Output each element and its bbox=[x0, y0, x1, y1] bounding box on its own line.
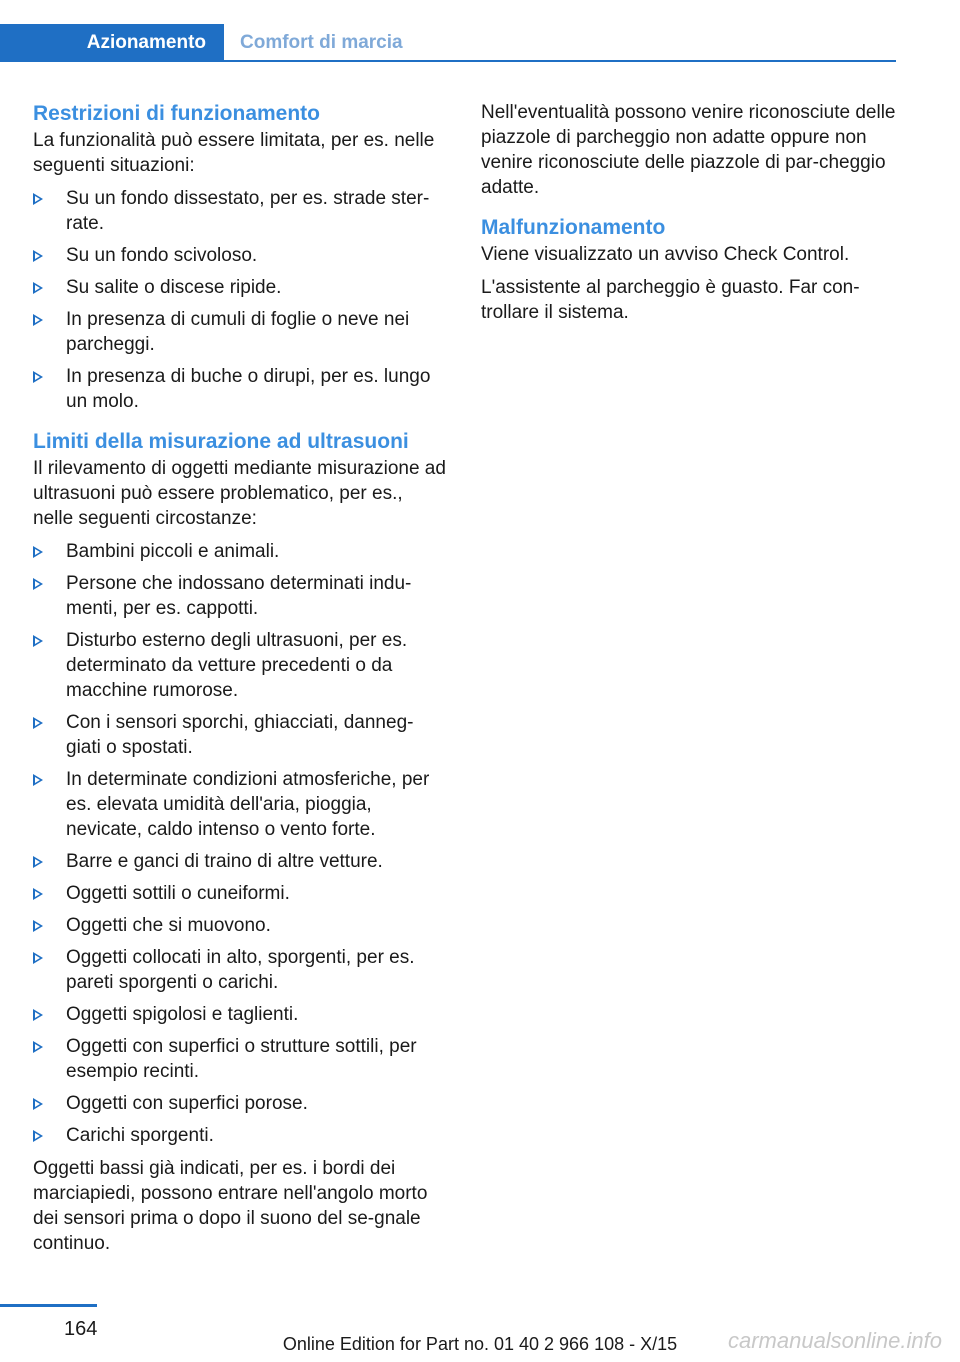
left-column bbox=[33, 100, 448, 1264]
triangle-bullet-icon bbox=[33, 578, 43, 590]
right-column bbox=[481, 100, 896, 333]
triangle-bullet-icon bbox=[33, 920, 43, 932]
section-intro-limiti: Il rilevamento di oggetti mediante misurazione ad ultrasuoni può essere problematico, per es., nelle seguenti circostanze: bbox=[33, 458, 446, 529]
limiti-list bbox=[33, 539, 448, 1148]
list-item: Su un fondo dissestato, per es. strade ster-rate. bbox=[33, 186, 448, 236]
triangle-bullet-icon bbox=[33, 193, 43, 205]
triangle-bullet-icon bbox=[33, 888, 43, 900]
triangle-bullet-icon bbox=[33, 1009, 43, 1021]
list-item: Oggetti sottili o cuneiformi. bbox=[33, 881, 448, 906]
triangle-bullet-icon bbox=[33, 314, 43, 326]
section-outro-limiti: Oggetti bassi già indicati, per es. i bordi dei marciapiedi, possono entrare nell'angolo morto dei sensori prima o dopo il suono del se-gnale continuo. bbox=[33, 1158, 428, 1254]
section-intro-restrizioni: La funzionalità può essere limitata, per es. nelle seguenti situazioni: bbox=[33, 130, 435, 176]
triangle-bullet-icon bbox=[33, 635, 43, 647]
list-item: Oggetti con superfici o strutture sottili, per esempio recinti. bbox=[33, 1034, 448, 1084]
section-title-limiti: Limiti della misurazione ad ultrasuoni bbox=[33, 430, 409, 453]
malfunzionamento-paragraph-1: Viene visualizzato un avviso Check Control. bbox=[481, 244, 850, 265]
list-item: Oggetti spigolosi e taglienti. bbox=[33, 1002, 448, 1027]
list-item: In determinate condizioni atmosferiche, per es. elevata umidità dell'aria, pioggia, nevicate, caldo intenso o vento forte. bbox=[33, 767, 448, 842]
intro-paragraph: Nell'eventualità possono venire riconosciute delle piazzole di parcheggio non adatte oppure non venire riconosciute delle piazzole di par-cheggio adatte. bbox=[481, 102, 896, 198]
triangle-bullet-icon bbox=[33, 1130, 43, 1142]
watermark: carmanualsonline.info bbox=[727, 1328, 942, 1353]
page-number: 164 bbox=[64, 1318, 98, 1340]
list-item: Su salite o discese ripide. bbox=[33, 275, 448, 300]
list-item: Bambini piccoli e animali. bbox=[33, 539, 448, 564]
tab-comfort-di-marcia[interactable]: Comfort di marcia bbox=[240, 32, 403, 53]
triangle-bullet-icon bbox=[33, 717, 43, 729]
list-item: Oggetti con superfici porose. bbox=[33, 1091, 448, 1116]
list-item: Con i sensori sporchi, ghiacciati, danneg-giati o spostati. bbox=[33, 710, 448, 760]
list-item: In presenza di cumuli di foglie o neve nei parcheggi. bbox=[33, 307, 448, 357]
list-item: Su un fondo scivoloso. bbox=[33, 243, 448, 268]
list-item: Barre e ganci di traino di altre vetture. bbox=[33, 849, 448, 874]
triangle-bullet-icon bbox=[33, 774, 43, 786]
triangle-bullet-icon bbox=[33, 856, 43, 868]
list-item: Oggetti collocati in alto, sporgenti, per es. pareti sporgenti o carichi. bbox=[33, 945, 448, 995]
restrizioni-list bbox=[33, 186, 448, 414]
list-item: In presenza di buche o dirupi, per es. lungo un molo. bbox=[33, 364, 448, 414]
triangle-bullet-icon bbox=[33, 546, 43, 558]
triangle-bullet-icon bbox=[33, 1041, 43, 1053]
header-divider bbox=[224, 60, 896, 62]
edition-note: Online Edition for Part no. 01 40 2 966 108 - X/15 bbox=[282, 1334, 678, 1354]
triangle-bullet-icon bbox=[33, 250, 43, 262]
malfunzionamento-paragraph-2: L'assistente al parcheggio è guasto. Far con-trollare il sistema. bbox=[481, 277, 860, 323]
triangle-bullet-icon bbox=[33, 371, 43, 383]
list-item: Disturbo esterno degli ultrasuoni, per es. determinato da vetture precedenti o da macchine rumorose. bbox=[33, 628, 448, 703]
list-item: Oggetti che si muovono. bbox=[33, 913, 448, 938]
triangle-bullet-icon bbox=[33, 1098, 43, 1110]
triangle-bullet-icon bbox=[33, 952, 43, 964]
list-item: Persone che indossano determinati indu-menti, per es. cappotti. bbox=[33, 571, 448, 621]
section-title-restrizioni: Restrizioni di funzionamento bbox=[33, 102, 320, 125]
section-title-malfunzionamento: Malfunzionamento bbox=[481, 216, 666, 239]
footer-divider bbox=[0, 1304, 97, 1307]
triangle-bullet-icon bbox=[33, 282, 43, 294]
tab-azionamento[interactable]: Azionamento bbox=[0, 24, 224, 62]
page-header bbox=[0, 24, 896, 62]
list-item: Carichi sporgenti. bbox=[33, 1123, 448, 1148]
